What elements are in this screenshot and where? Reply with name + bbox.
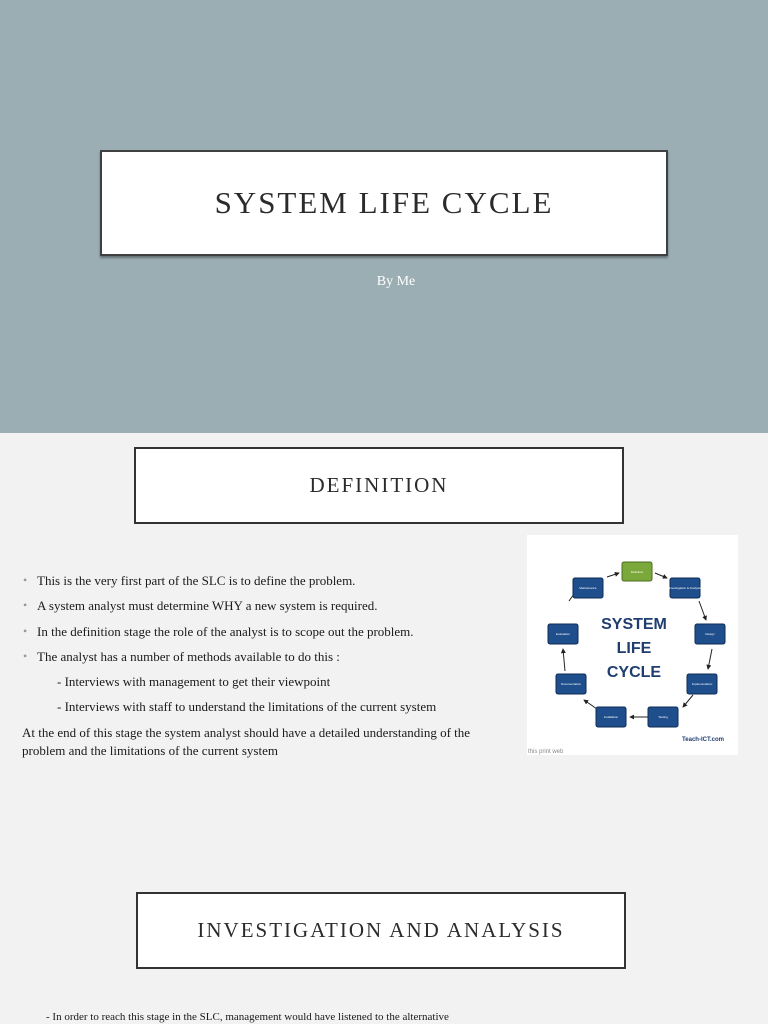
bullet-item: • The analyst has a number of methods available to do this : [22,644,512,669]
cycle-diagram [527,535,738,755]
title-slide [0,0,768,433]
diagram-title-line: LIFE [616,640,652,657]
diagram-credit: Teach-ICT.com [682,737,724,743]
bullet-item: • A system analyst must determine WHY a new system is required. [22,593,512,618]
title-box [100,150,668,256]
bullet-item: • This is the very first part of the SLC is to define the problem. [22,568,512,593]
investigation-heading-box [136,892,626,969]
stage-label: Documentation [560,682,582,686]
slide-title: SYSTEM LIFE CYCLE [214,185,554,220]
sub-item: - Interviews with management to get their viewpoint [57,674,331,690]
summary-paragraph: At the end of this stage the system analyst should have a detailed understanding of the problem and the limitations of the current system [22,724,471,758]
stage-label: Implementation [691,682,713,686]
stage-label: Design [705,632,715,636]
diagram-title-line: SYSTEM [601,616,667,633]
definition-content [22,568,512,760]
sub-item: - Interviews with staff to understand the limitations of the current system [57,699,437,715]
definition-heading: DEFINITION [309,473,449,497]
diagram-title-line: CYCLE [606,664,662,681]
stage-label: Evaluation [555,632,571,636]
stage-label: Maintenance [579,586,597,590]
system-life-cycle-image [527,535,738,755]
slide-subtitle: By Me [376,274,416,289]
investigation-first-line: - In order to reach this stage in the SLC, management would have listened to the alternative [46,1011,449,1023]
stage-label: Definition [630,570,644,574]
bullet-item: • In the definition stage the role of the analyst is to scope out the problem. [22,619,512,644]
definition-heading-box [134,447,624,524]
stage-label: Investigation & Analysis [669,586,701,590]
definition-bullet-list [22,568,512,669]
image-caption: this print web [528,749,564,755]
investigation-heading: INVESTIGATION AND ANALYSIS [197,918,565,942]
stage-label: Testing [658,715,668,719]
stage-label: Installation [603,715,619,719]
